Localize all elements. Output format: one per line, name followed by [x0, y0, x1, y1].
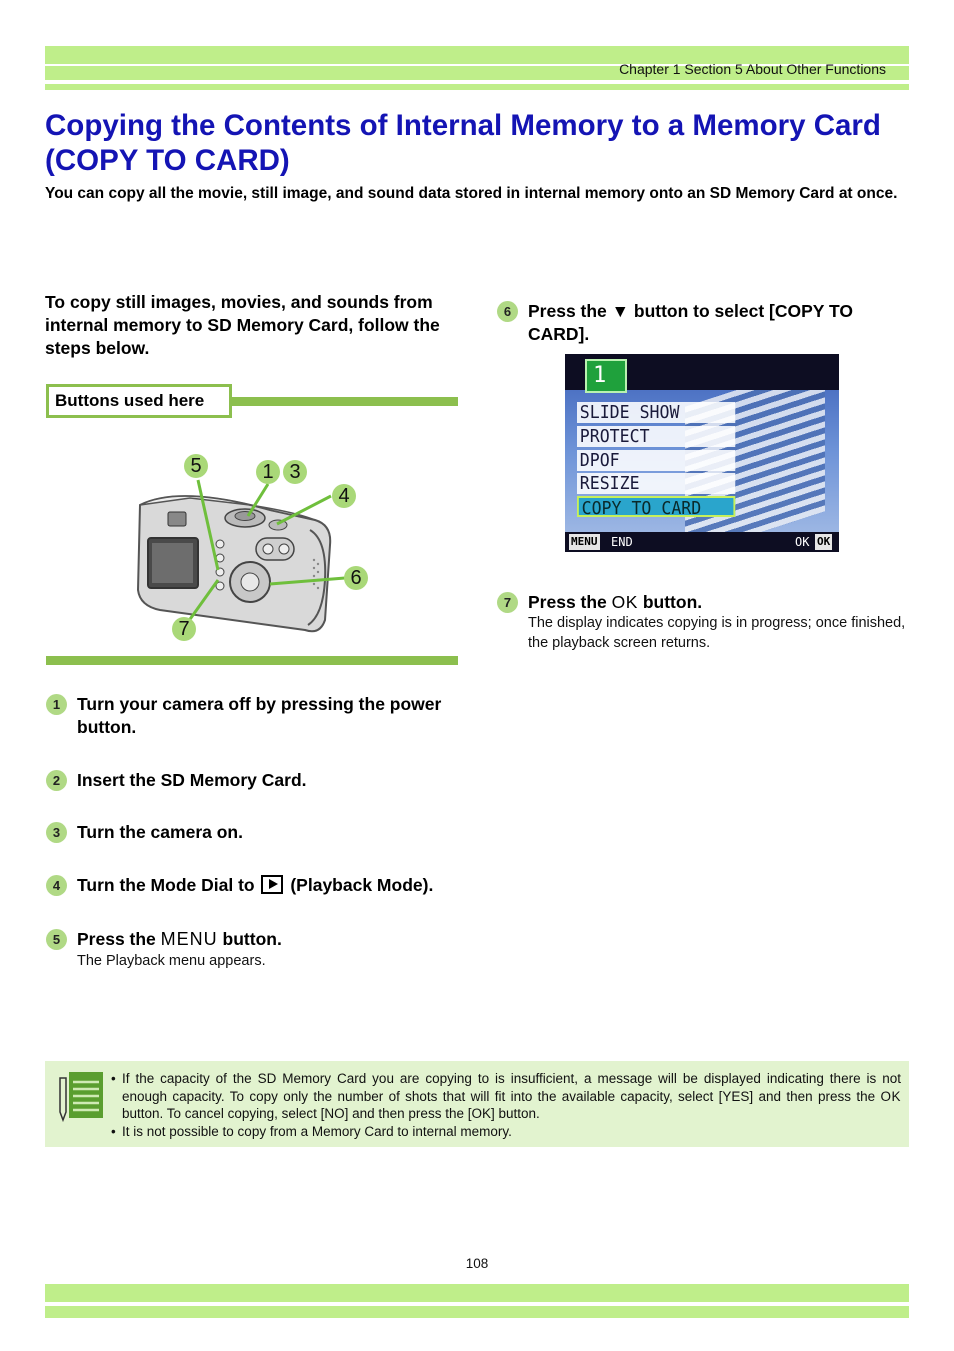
menu-key: MENU — [160, 929, 218, 949]
page-title: Copying the Contents of Internal Memory to a Memory Card (COPY TO CARD) — [45, 109, 881, 177]
step-text-pre: Press the — [528, 301, 607, 321]
lcd-bottom-bar — [565, 532, 839, 552]
note-text-pre: If the capacity of the SD Memory Card you are copying to is insufficient, a message will be displayed indicating there is not enough capacity. To copy only the number of shots that will fit into the available capacity, select [YES] and then press the — [122, 1071, 901, 1104]
lcd-menu-item: PROTECT — [577, 426, 735, 447]
callout-3: 3 — [283, 460, 307, 484]
lcd-menu-item: SLIDE SHOW — [577, 402, 735, 423]
callout-4: 4 — [332, 484, 356, 508]
step-text-pre: Turn the Mode Dial to — [77, 875, 255, 895]
step-text-post: (Playback Mode). — [290, 875, 434, 895]
step-text-post: button. — [222, 929, 282, 949]
note-item-1 — [111, 1070, 901, 1123]
buttons-used-label: Buttons used here — [46, 384, 232, 418]
lcd-ok-label: OK — [795, 535, 810, 549]
note-text-post: button. To cancel copying, select [NO] and then press the [OK] button. — [122, 1106, 540, 1121]
header-band-thin — [45, 84, 909, 90]
step-title — [77, 874, 477, 897]
step-title — [528, 300, 898, 346]
callout-7: 7 — [172, 617, 196, 641]
step-number: 3 — [46, 822, 67, 843]
step-5 — [46, 928, 458, 974]
playback-mode-icon — [261, 875, 283, 894]
step-title: Turn your camera off by pressing the power button. — [77, 694, 442, 737]
step-text-pre: Press the — [77, 929, 156, 949]
lcd-menu-item: RESIZE — [577, 473, 735, 494]
step-text-pre: Press the — [528, 592, 607, 612]
step-text-post: button to select [COPY TO CARD]. — [528, 301, 853, 344]
memo-icon — [57, 1070, 105, 1122]
lcd-menu-item-selected: COPY TO CARD — [577, 496, 735, 517]
step-number: 7 — [497, 592, 518, 613]
section-rule — [46, 656, 458, 665]
note-list — [111, 1070, 901, 1140]
callout-6: 6 — [344, 566, 368, 590]
step-title — [77, 928, 457, 951]
down-arrow-key: ▼ — [611, 301, 629, 321]
lcd-ok-key: OK — [817, 535, 831, 548]
step-note: The display indicates copying is in progress; once finished, the playback screen returns. — [528, 615, 906, 651]
buttons-used-rule — [232, 397, 458, 406]
step-title: Turn the camera on. — [77, 822, 243, 842]
lcd-end-label: END — [611, 535, 633, 549]
step-7 — [497, 591, 909, 653]
callout-5: 5 — [184, 454, 208, 478]
lcd-screen — [565, 354, 839, 552]
ok-key: OK — [611, 592, 638, 612]
footer-band-bottom — [45, 1306, 909, 1318]
note-ok-key: OK — [880, 1088, 901, 1104]
lcd-menu-key: MENU — [571, 535, 598, 548]
step-number: 6 — [497, 301, 518, 322]
step-title — [528, 591, 908, 614]
step-title: Insert the SD Memory Card. — [77, 770, 307, 790]
note-item-2: • It is not possible to copy from a Memory Card to internal memory. — [111, 1123, 901, 1141]
step-number: 5 — [46, 929, 67, 950]
step-number: 4 — [46, 875, 67, 896]
footer-band-top — [45, 1284, 909, 1302]
step-number: 1 — [46, 694, 67, 715]
step-number: 2 — [46, 770, 67, 791]
page-number: 108 — [465, 1256, 489, 1271]
lcd-tab: 1 — [585, 359, 627, 393]
lcd-menu-item: DPOF — [577, 450, 735, 471]
note-box — [45, 1061, 909, 1147]
lead-text: To copy still images, movies, and sounds from internal memory to SD Memory Card, follow the steps below. — [45, 292, 440, 358]
step-text-post: button. — [642, 592, 703, 612]
step-note: The Playback menu appears. — [77, 953, 266, 969]
callout-1: 1 — [256, 460, 280, 484]
intro-text: You can copy all the movie, still image, and sound data stored in internal memory onto an SD Memory Card at once. — [45, 185, 898, 202]
section-label: Chapter 1 Section 5 About Other Functions — [619, 61, 886, 77]
